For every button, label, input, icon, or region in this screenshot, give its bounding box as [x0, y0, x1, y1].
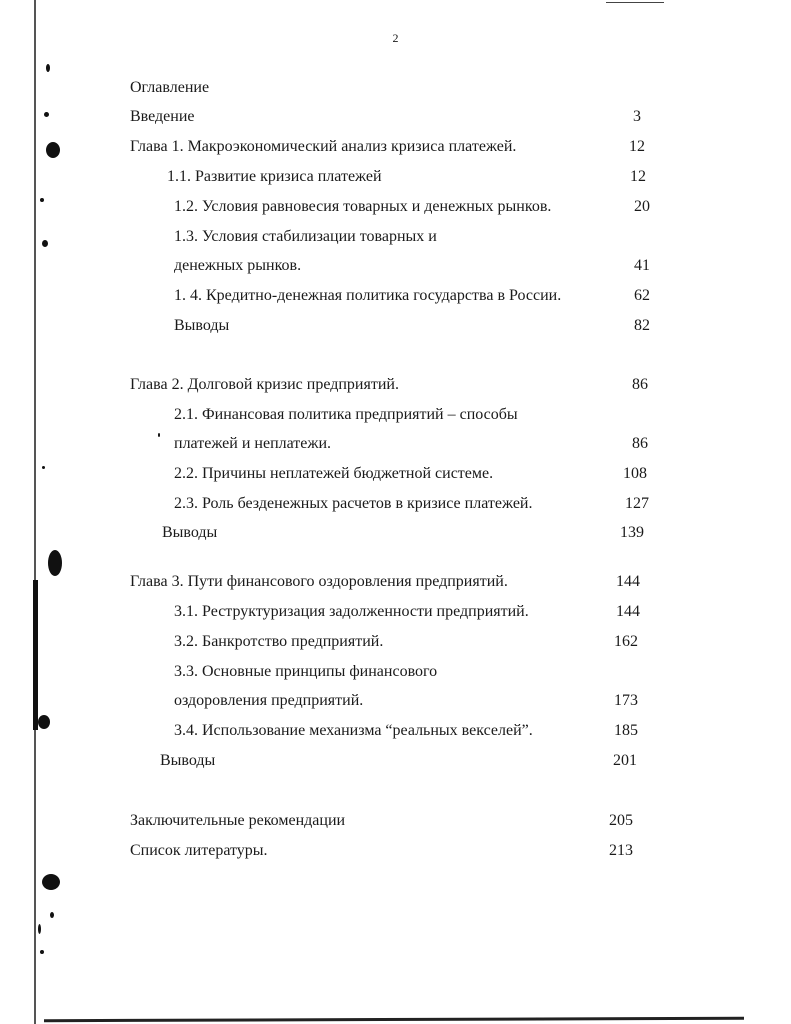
toc-entry-text: Глава 1. Макроэкономический анализ кризиса платежей. — [130, 138, 517, 155]
scan-blot — [46, 142, 60, 158]
page-number: 2 — [392, 31, 399, 45]
toc-entry-text: 1. 4. Кредитно-денежная политика государства в России. — [174, 287, 562, 304]
scan-blot — [44, 112, 49, 117]
scan-blot — [38, 924, 41, 934]
toc-entry-text: денежных рынков. — [174, 257, 302, 274]
toc-entry-page: 201 — [613, 752, 637, 769]
scan-blot — [40, 198, 44, 202]
toc-entry-page: 82 — [634, 317, 650, 334]
toc-entry-page: 62 — [634, 287, 650, 304]
toc-entry-page: 20 — [634, 198, 650, 215]
toc-entry-text: 1.2. Условия равновесия товарных и денежных рынков. — [174, 198, 552, 215]
scan-blot — [48, 550, 62, 576]
toc-entry-page: 144 — [616, 603, 640, 620]
toc-entry-page: 144 — [616, 573, 640, 590]
toc-entry-text: Выводы — [162, 524, 218, 541]
toc-entry-text: 3.1. Реструктуризация задолженности предприятий. — [174, 603, 529, 620]
toc-entry-text: 2.3. Роль безденежных расчетов в кризисе платежей. — [174, 495, 533, 512]
scan-left-border-heavy — [33, 580, 38, 730]
toc-entry-text: Выводы — [160, 752, 216, 769]
toc-entry-text: платежей и неплатежи. — [174, 435, 332, 452]
scan-left-border — [34, 0, 36, 1024]
toc-entry-page: 12 — [630, 168, 646, 185]
toc-entry-page: 173 — [614, 692, 638, 709]
toc-entry-text: 2.2. Причины неплатежей бюджетной системе. — [174, 465, 494, 482]
toc-entry-text: Введение — [130, 108, 195, 125]
toc-entry-page: 108 — [623, 465, 647, 482]
toc-entry-text: 3.4. Использование механизма “реальных векселей”. — [174, 722, 533, 739]
scan-blot — [158, 433, 160, 437]
toc-entry-page: 12 — [629, 138, 645, 155]
toc-entry-text: 1.1. Развитие кризиса платежей — [167, 168, 382, 185]
toc-entry-text: 3.3. Основные принципы финансового — [174, 663, 438, 680]
toc-entry-text: Выводы — [174, 317, 230, 334]
scan-blot — [38, 715, 50, 729]
scan-blot — [50, 912, 54, 918]
scan-blot — [40, 950, 44, 954]
toc-entry-text: оздоровления предприятий. — [174, 692, 364, 709]
toc-entry-page: 127 — [625, 495, 649, 512]
toc-entry-text: Заключительные рекомендации — [130, 812, 346, 829]
toc-entry-text: 1.3. Условия стабилизации товарных и — [174, 228, 437, 245]
toc-entry-text: Глава 2. Долговой кризис предприятий. — [130, 376, 399, 393]
toc-entry-page: 213 — [609, 842, 633, 859]
toc-entry-text: Глава 3. Пути финансового оздоровления предприятий. — [130, 573, 508, 590]
toc-entry-page: 41 — [634, 257, 650, 274]
toc-entry-page: 185 — [614, 722, 638, 739]
toc-entry-text: 2.1. Финансовая политика предприятий – способы — [174, 406, 518, 423]
scan-top-rule — [606, 2, 664, 3]
toc-entry-text: Список литературы. — [130, 842, 268, 859]
toc-entry-page: 86 — [632, 435, 648, 452]
scan-blot — [46, 64, 50, 72]
toc-entry-page: 86 — [632, 376, 648, 393]
toc-entry-page: 3 — [633, 108, 641, 125]
toc-entry-text: 3.2. Банкротство предприятий. — [174, 633, 384, 650]
scan-blot — [42, 874, 60, 890]
scan-bottom-rule — [44, 1017, 744, 1022]
toc-entry-page: 139 — [620, 524, 644, 541]
toc-title: Оглавление — [130, 79, 210, 96]
scan-blot — [42, 466, 45, 469]
toc-entry-page: 205 — [609, 812, 633, 829]
scan-blot — [42, 240, 48, 247]
toc-entry-page: 162 — [614, 633, 638, 650]
